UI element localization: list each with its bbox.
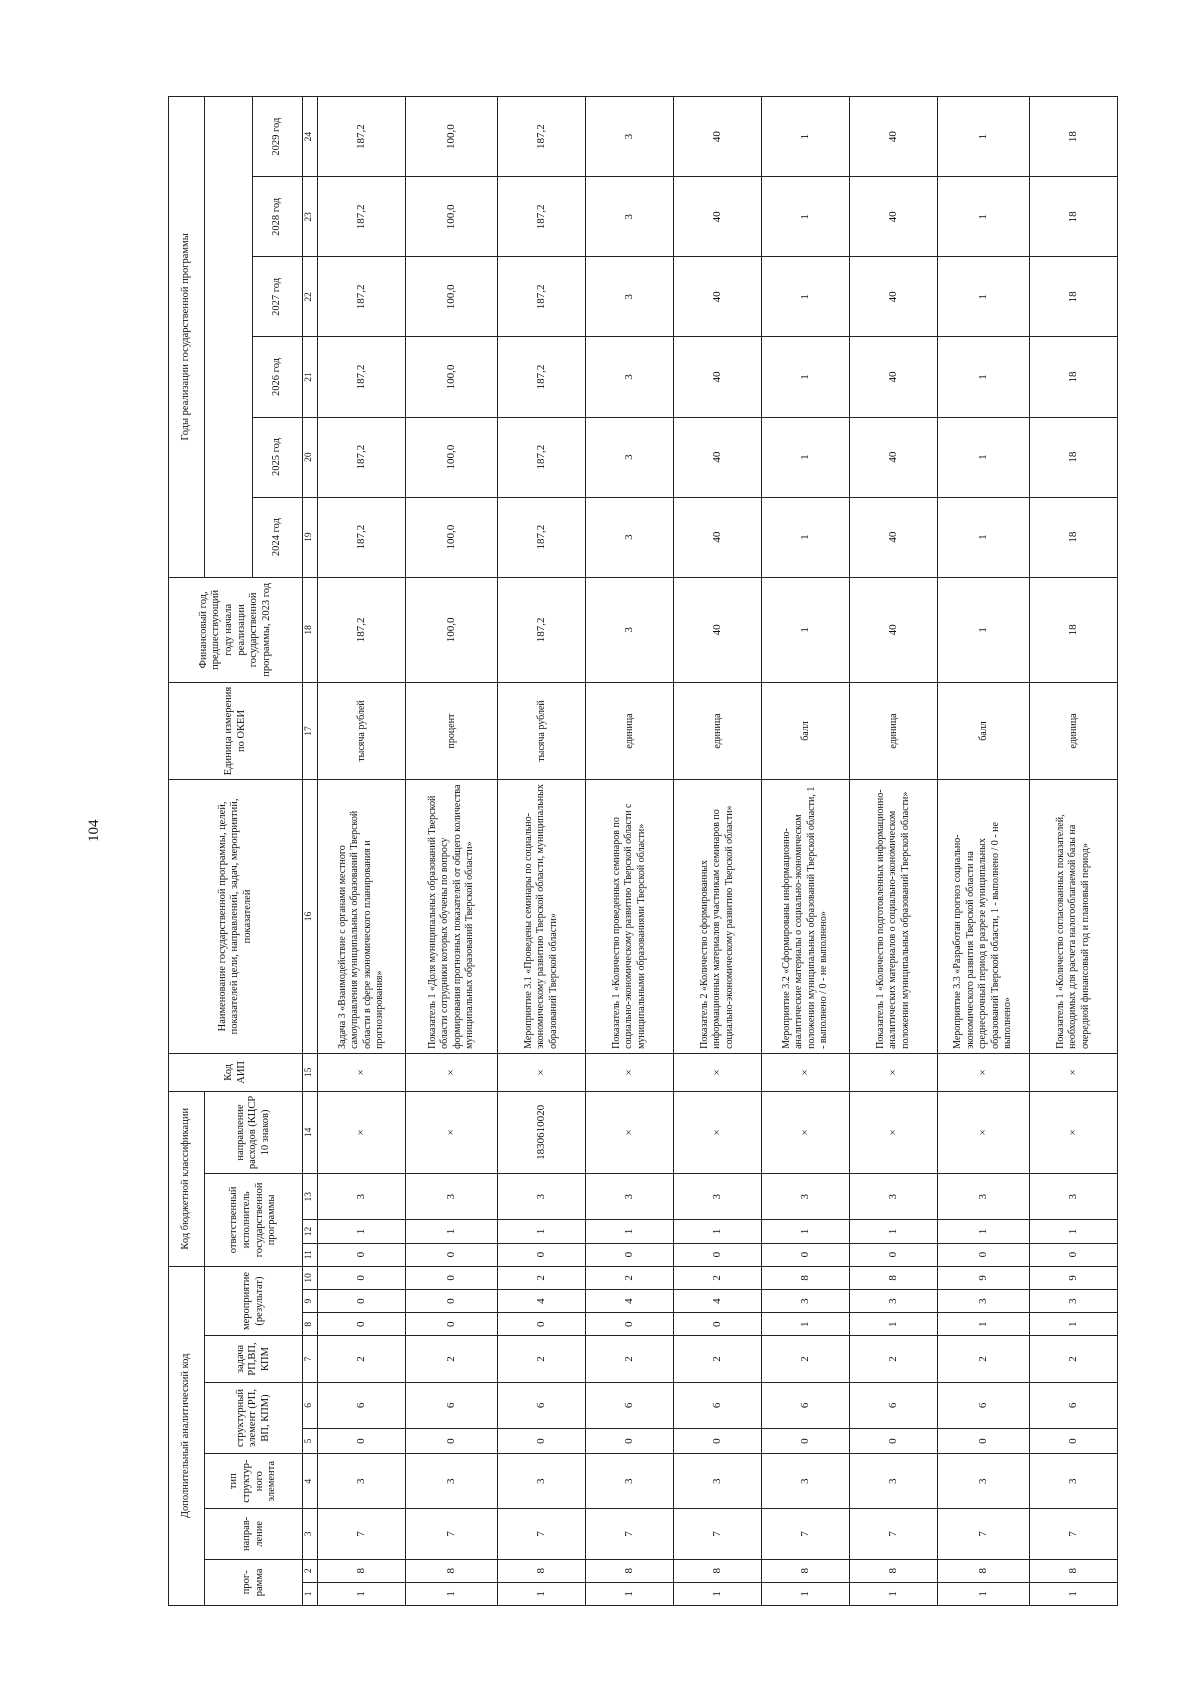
- code-cell: 7: [674, 1509, 762, 1560]
- value-cell: 187,2: [498, 577, 586, 682]
- value-cell: 3: [586, 417, 674, 497]
- code-cell: 2: [762, 1336, 850, 1382]
- code-cell: ×: [762, 1053, 850, 1091]
- value-cell: 187,2: [318, 417, 406, 497]
- code-cell: 7: [318, 1509, 406, 1560]
- value-cell: 100,0: [406, 417, 498, 497]
- code-cell: 1: [1030, 1582, 1118, 1605]
- column-number: 18: [303, 577, 318, 682]
- year-2027-header: 2027 год: [253, 257, 303, 337]
- column-number: 21: [303, 337, 318, 417]
- column-number: 20: [303, 417, 318, 497]
- code-cell: 7: [850, 1509, 938, 1560]
- value-cell: 18: [1030, 257, 1118, 337]
- program-table: [168, 96, 1118, 1606]
- value-cell: 1: [762, 497, 850, 577]
- unit-cell: единица: [586, 683, 674, 780]
- years-header: Годы реализации государственной программы: [169, 97, 205, 578]
- code-cell: 3: [938, 1289, 1030, 1312]
- code-cell: 1: [762, 1582, 850, 1605]
- code-cell: 1: [406, 1220, 498, 1243]
- code-cell: ×: [674, 1091, 762, 1173]
- code-cell: ×: [938, 1053, 1030, 1091]
- code-cell: 0: [498, 1313, 586, 1336]
- value-cell: 100,0: [406, 497, 498, 577]
- code-cell: 7: [498, 1509, 586, 1560]
- column-number: 5: [303, 1429, 318, 1454]
- code-cell: 1: [850, 1220, 938, 1243]
- code-cell: ×: [938, 1091, 1030, 1173]
- code-cell: 0: [674, 1313, 762, 1336]
- fin-year-header: Финансовый год, предшествующий году начала реализации государственной программы, 2023 год: [169, 577, 303, 682]
- code-cell: 7: [938, 1509, 1030, 1560]
- value-cell: 18: [1030, 497, 1118, 577]
- code-cell: 7: [406, 1509, 498, 1560]
- value-cell: 40: [674, 417, 762, 497]
- code-cell: 1: [1030, 1313, 1118, 1336]
- value-cell: 40: [674, 497, 762, 577]
- code-cell: 6: [674, 1382, 762, 1428]
- value-cell: 3: [586, 497, 674, 577]
- code-cell: 0: [318, 1429, 406, 1454]
- code-cell: 4: [674, 1289, 762, 1312]
- column-number: 14: [303, 1091, 318, 1173]
- value-cell: 1: [938, 97, 1030, 177]
- code-cell: 7: [586, 1509, 674, 1560]
- code-cell: 1: [938, 1220, 1030, 1243]
- code-cell: 6: [586, 1382, 674, 1428]
- code-aip-header: Код АИП: [169, 1053, 303, 1091]
- column-number: 13: [303, 1174, 318, 1220]
- code-cell: 8: [498, 1559, 586, 1582]
- code-cell: 3: [850, 1174, 938, 1220]
- column-number-row: [303, 97, 318, 1606]
- code-cell: 0: [674, 1429, 762, 1454]
- value-cell: 100,0: [406, 577, 498, 682]
- value-cell: 40: [850, 337, 938, 417]
- code-cell: 0: [1030, 1429, 1118, 1454]
- value-cell: 1: [762, 177, 850, 257]
- column-number: 17: [303, 683, 318, 780]
- value-cell: 187,2: [498, 97, 586, 177]
- row-name-cell: Мероприятие 3.3 «Разработан прогноз социально-экономического развития Тверской области на среднесрочный период в разрезе муниципальных образований Тверской области, 1 - выполнено / 0 - не выполнено»: [938, 779, 1030, 1053]
- code-cell: 0: [850, 1243, 938, 1266]
- value-cell: 3: [586, 257, 674, 337]
- code-cell: 3: [1030, 1174, 1118, 1220]
- code-cell: 0: [498, 1243, 586, 1266]
- value-cell: 3: [586, 177, 674, 257]
- column-number: 3: [303, 1509, 318, 1560]
- table-row: [318, 97, 406, 1606]
- value-cell: 40: [850, 97, 938, 177]
- code-cell: 2: [498, 1336, 586, 1382]
- code-cell: 8: [1030, 1559, 1118, 1582]
- code-cell: 2: [938, 1336, 1030, 1382]
- code-cell: 1: [586, 1220, 674, 1243]
- table-row: [1030, 97, 1118, 1606]
- code-cell: 0: [586, 1429, 674, 1454]
- code-cell: 7: [762, 1509, 850, 1560]
- value-cell: 187,2: [318, 577, 406, 682]
- code-cell: ×: [762, 1091, 850, 1173]
- value-cell: 187,2: [498, 337, 586, 417]
- code-cell: 0: [406, 1429, 498, 1454]
- code-cell: 1: [586, 1582, 674, 1605]
- column-number: 24: [303, 97, 318, 177]
- code-cell: 2: [586, 1336, 674, 1382]
- value-cell: 40: [674, 177, 762, 257]
- value-cell: 1: [762, 97, 850, 177]
- value-cell: 187,2: [318, 177, 406, 257]
- value-cell: 1: [762, 337, 850, 417]
- value-cell: 187,2: [498, 417, 586, 497]
- code-cell: 0: [586, 1243, 674, 1266]
- year-2026-header: 2026 год: [253, 337, 303, 417]
- code-cell: 3: [586, 1454, 674, 1509]
- value-cell: 40: [850, 497, 938, 577]
- code-cell: 1: [318, 1220, 406, 1243]
- code-cell: 3: [938, 1454, 1030, 1509]
- unit-cell: единица: [674, 683, 762, 780]
- code-cell: ×: [318, 1091, 406, 1173]
- code-cell: 1830610020: [498, 1091, 586, 1173]
- value-cell: 40: [850, 177, 938, 257]
- unit-header: Единица измерения по ОКЕИ: [169, 683, 303, 780]
- budget-code-header: Код бюджетной классификации: [169, 1091, 205, 1266]
- column-number: 11: [303, 1243, 318, 1266]
- code-cell: ×: [1030, 1053, 1118, 1091]
- code-cell: 1: [498, 1582, 586, 1605]
- additional-code-header: Дополнительный аналитический код: [169, 1266, 205, 1605]
- task-header: задача РП,ВП, КПМ: [205, 1336, 303, 1382]
- row-name-cell: Показатель 1 «Количество проведенных семинаров по социально-экономическому развитию Тверской области с муниципальными образованиями Тверской области»: [586, 779, 674, 1053]
- code-cell: 3: [318, 1454, 406, 1509]
- code-cell: 1: [762, 1313, 850, 1336]
- code-cell: 3: [498, 1174, 586, 1220]
- value-cell: 40: [850, 417, 938, 497]
- code-cell: ×: [498, 1053, 586, 1091]
- table-row: [850, 97, 938, 1606]
- table-row: [586, 97, 674, 1606]
- row-name-cell: Показатель 1 «Количество согласованных показателей, необходимых для расчета налогооблагаемой базы на очередной финансовый год и плановый период»: [1030, 779, 1118, 1053]
- code-cell: 0: [498, 1429, 586, 1454]
- code-cell: 8: [318, 1559, 406, 1582]
- unit-cell: балл: [938, 683, 1030, 780]
- code-cell: 8: [850, 1266, 938, 1289]
- value-cell: 40: [674, 97, 762, 177]
- row-name-cell: Мероприятие 3.1 «Проведены семинары по социально-экономическому развитию Тверской области, муниципальных образований Тверской области»: [498, 779, 586, 1053]
- code-cell: 0: [406, 1289, 498, 1312]
- code-cell: 1: [674, 1582, 762, 1605]
- row-name-cell: Показатель 1 «Доля муниципальных образований Тверской области сотрудники которых обучены по вопросу формирования прогнозных показателей от общего количества муниципальных образований Тверской области»: [406, 779, 498, 1053]
- direction-header: направ-ление: [205, 1509, 303, 1560]
- code-cell: 0: [318, 1243, 406, 1266]
- code-cell: 6: [850, 1382, 938, 1428]
- value-cell: 187,2: [318, 337, 406, 417]
- code-cell: 1: [850, 1582, 938, 1605]
- row-name-cell: Задача 3 «Взаимодействие с органами местного самоуправления муниципальных образований Тверской области в сфере экономического планирования и прогнозирования»: [318, 779, 406, 1053]
- code-cell: 0: [1030, 1243, 1118, 1266]
- code-cell: 6: [406, 1382, 498, 1428]
- value-cell: 40: [674, 257, 762, 337]
- code-cell: 2: [406, 1336, 498, 1382]
- unit-cell: единица: [1030, 683, 1118, 780]
- code-cell: ×: [586, 1091, 674, 1173]
- code-cell: 1: [762, 1220, 850, 1243]
- value-cell: 187,2: [498, 257, 586, 337]
- value-cell: 1: [938, 177, 1030, 257]
- column-number: 12: [303, 1220, 318, 1243]
- code-cell: 8: [586, 1559, 674, 1582]
- value-cell: 187,2: [498, 497, 586, 577]
- code-cell: 0: [586, 1313, 674, 1336]
- code-cell: ×: [850, 1053, 938, 1091]
- code-cell: ×: [674, 1053, 762, 1091]
- code-cell: 0: [762, 1429, 850, 1454]
- code-cell: 3: [850, 1289, 938, 1312]
- value-cell: 40: [850, 257, 938, 337]
- code-cell: ×: [318, 1053, 406, 1091]
- code-cell: 6: [938, 1382, 1030, 1428]
- code-cell: 0: [406, 1266, 498, 1289]
- value-cell: 18: [1030, 577, 1118, 682]
- column-number: 2: [303, 1559, 318, 1582]
- code-cell: 8: [762, 1559, 850, 1582]
- column-number: 10: [303, 1266, 318, 1289]
- code-cell: 9: [938, 1266, 1030, 1289]
- code-cell: 3: [674, 1174, 762, 1220]
- column-number: 4: [303, 1454, 318, 1509]
- code-cell: 2: [318, 1336, 406, 1382]
- expense-header: направление расходов (КЦСР 10 знаков): [205, 1091, 303, 1173]
- code-cell: 7: [1030, 1509, 1118, 1560]
- column-number: 1: [303, 1582, 318, 1605]
- year-2028-header: 2028 год: [253, 177, 303, 257]
- value-cell: 1: [938, 577, 1030, 682]
- code-cell: ×: [850, 1091, 938, 1173]
- value-cell: 187,2: [318, 497, 406, 577]
- year-2025-header: 2025 год: [253, 417, 303, 497]
- code-cell: 4: [498, 1289, 586, 1312]
- code-cell: 2: [1030, 1336, 1118, 1382]
- column-number: 7: [303, 1336, 318, 1382]
- code-cell: 8: [938, 1559, 1030, 1582]
- unit-cell: тысяча рублей: [498, 683, 586, 780]
- column-number: 22: [303, 257, 318, 337]
- code-cell: 1: [674, 1220, 762, 1243]
- column-number: 23: [303, 177, 318, 257]
- code-cell: 1: [938, 1582, 1030, 1605]
- table-row: [498, 97, 586, 1606]
- struct-elem-header: структурный элемент (РП, ВП, КПМ): [205, 1382, 303, 1454]
- code-cell: 6: [762, 1382, 850, 1428]
- table-row: [674, 97, 762, 1606]
- code-cell: 3: [406, 1174, 498, 1220]
- code-cell: 2: [498, 1266, 586, 1289]
- code-cell: 3: [938, 1174, 1030, 1220]
- value-cell: 100,0: [406, 337, 498, 417]
- code-cell: 0: [938, 1243, 1030, 1266]
- code-cell: 6: [498, 1382, 586, 1428]
- row-name-cell: Мероприятие 3.2 «Сформированы информационно-аналитические материалы о социально-экономическом положении муниципальных образований Тверской области, 1 - выполнено / 0 - не выполнено»: [762, 779, 850, 1053]
- value-cell: 40: [674, 577, 762, 682]
- code-cell: 1: [850, 1313, 938, 1336]
- code-cell: 3: [586, 1174, 674, 1220]
- code-cell: 2: [674, 1336, 762, 1382]
- code-cell: ×: [406, 1053, 498, 1091]
- code-cell: ×: [586, 1053, 674, 1091]
- code-cell: 3: [498, 1454, 586, 1509]
- code-cell: 8: [850, 1559, 938, 1582]
- code-cell: 0: [674, 1243, 762, 1266]
- unit-cell: единица: [850, 683, 938, 780]
- code-cell: 2: [586, 1266, 674, 1289]
- value-cell: 18: [1030, 337, 1118, 417]
- value-cell: 18: [1030, 177, 1118, 257]
- code-cell: 1: [498, 1220, 586, 1243]
- name-header: Наименование государственной программы, целей, показателей цели, направлений, задач, мероприятий, показателей: [169, 779, 303, 1053]
- row-name-cell: Показатель 1 «Количество подготовленных информационно-аналитических материалов о социально-экономическом положении муниципальных образований Тверской области»: [850, 779, 938, 1053]
- code-cell: 3: [762, 1289, 850, 1312]
- code-cell: 0: [318, 1266, 406, 1289]
- value-cell: 3: [586, 97, 674, 177]
- struct-type-header: тип структур-ного элемента: [205, 1454, 303, 1509]
- code-cell: 2: [674, 1266, 762, 1289]
- column-number: 16: [303, 779, 318, 1053]
- value-cell: 187,2: [498, 177, 586, 257]
- column-number: 15: [303, 1053, 318, 1091]
- code-cell: 3: [1030, 1454, 1118, 1509]
- code-cell: 9: [1030, 1266, 1118, 1289]
- code-cell: 3: [318, 1174, 406, 1220]
- code-cell: 3: [762, 1174, 850, 1220]
- code-cell: 8: [406, 1559, 498, 1582]
- value-cell: 1: [938, 257, 1030, 337]
- code-cell: 0: [406, 1243, 498, 1266]
- code-cell: 0: [938, 1429, 1030, 1454]
- code-cell: 1: [318, 1582, 406, 1605]
- page-number: 104: [86, 819, 102, 842]
- code-cell: 6: [318, 1382, 406, 1428]
- value-cell: 1: [938, 337, 1030, 417]
- rotated-table-container: [168, 96, 1099, 1606]
- code-cell: 0: [318, 1289, 406, 1312]
- code-cell: 3: [674, 1454, 762, 1509]
- value-cell: 187,2: [318, 97, 406, 177]
- value-cell: 1: [938, 417, 1030, 497]
- table-row: [938, 97, 1030, 1606]
- code-cell: 0: [762, 1243, 850, 1266]
- value-cell: 18: [1030, 97, 1118, 177]
- column-number: 19: [303, 497, 318, 577]
- code-cell: 1: [938, 1313, 1030, 1336]
- value-cell: 1: [762, 417, 850, 497]
- code-cell: 6: [1030, 1382, 1118, 1428]
- value-cell: 1: [762, 257, 850, 337]
- unit-cell: балл: [762, 683, 850, 780]
- code-cell: 0: [850, 1429, 938, 1454]
- code-cell: 8: [674, 1559, 762, 1582]
- code-cell: 3: [850, 1454, 938, 1509]
- table-row: [762, 97, 850, 1606]
- value-cell: 187,2: [318, 257, 406, 337]
- code-cell: 0: [318, 1313, 406, 1336]
- code-cell: ×: [406, 1091, 498, 1173]
- value-cell: 18: [1030, 417, 1118, 497]
- code-cell: 4: [586, 1289, 674, 1312]
- column-number: 6: [303, 1382, 318, 1428]
- code-cell: 3: [1030, 1289, 1118, 1312]
- value-cell: 40: [850, 577, 938, 682]
- unit-cell: процент: [406, 683, 498, 780]
- value-cell: 100,0: [406, 257, 498, 337]
- value-cell: 3: [586, 337, 674, 417]
- value-cell: 40: [674, 337, 762, 417]
- table-row: [406, 97, 498, 1606]
- row-name-cell: Показатель 2 «Количество сформированных информационных материалов участникам семинаров по социально-экономическому развитию Тверской области»: [674, 779, 762, 1053]
- year-2029-header: 2029 год: [253, 97, 303, 177]
- value-cell: 100,0: [406, 177, 498, 257]
- value-cell: 1: [762, 577, 850, 682]
- code-cell: 3: [762, 1454, 850, 1509]
- code-cell: 1: [406, 1582, 498, 1605]
- column-number: 8: [303, 1313, 318, 1336]
- code-cell: 0: [406, 1313, 498, 1336]
- year-2024-header: 2024 год: [253, 497, 303, 577]
- years-subheader-blank: [205, 97, 253, 578]
- code-cell: 2: [850, 1336, 938, 1382]
- value-cell: 100,0: [406, 97, 498, 177]
- value-cell: 3: [586, 577, 674, 682]
- executor-header: ответственный исполнитель государственной программы: [205, 1174, 303, 1267]
- program-header: прог-рамма: [205, 1559, 303, 1605]
- event-header: мероприятие (результат): [205, 1266, 303, 1336]
- column-number: 9: [303, 1289, 318, 1312]
- code-cell: 3: [406, 1454, 498, 1509]
- value-cell: 1: [938, 497, 1030, 577]
- unit-cell: тысяча рублей: [318, 683, 406, 780]
- code-cell: ×: [1030, 1091, 1118, 1173]
- code-cell: 8: [762, 1266, 850, 1289]
- code-cell: 1: [1030, 1220, 1118, 1243]
